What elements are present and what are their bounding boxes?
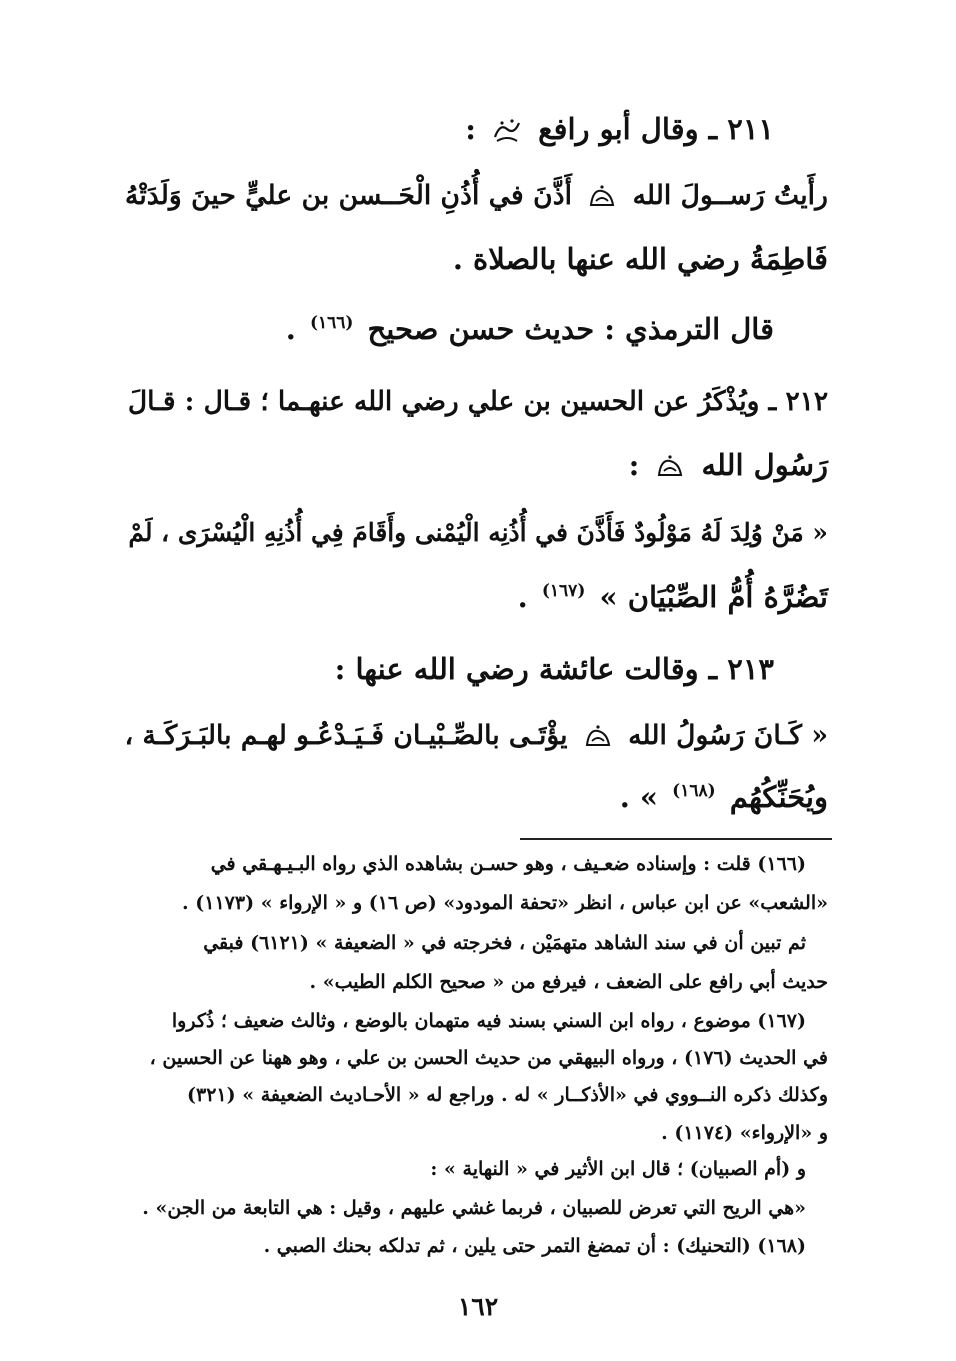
hadith-213-heading: ٢١٣ ـ وقالت عائشة رضي الله عنها : <box>334 652 774 686</box>
hadith-212-heading-cont: رَسُول الله : <box>628 448 828 482</box>
footnote-ref-168[interactable]: (١٦٨) <box>672 781 716 802</box>
footnote-167-line-3: وكذلك ذكره النــووي في «الأذكــار » له . وراجع له « الأحـاديث الضعيفة » (٣٢١) <box>186 1084 828 1106</box>
footnote-167-line-2: في الحديث (١٧٦) ، ورواه البيهقي من حديث الحسن بن علي ، وهو ههنا عن الحسين ، <box>149 1047 828 1069</box>
footnote-167-line-1: (١٦٧) موضوع ، رواه ابن السني بسند فيه متهمان بالوضع ، وثالث ضعيف ؛ ذُكروا <box>171 1010 806 1032</box>
tirmidhi-grading: قال الترمذي : حديث حسن صحيح $^{(١٦٦)}$ . <box>285 312 774 346</box>
footnote-167-line-6: «هي الريح التي تعرض للصبيان ، فربما غشي عليهم ، وقيل : هي التابعة من الجن» . <box>142 1197 806 1219</box>
hadith-211-text-line-1: رأَيتُ رَســولَ الله أَذَّنَ في أُذُنِ الْحَــسن بن عليٍّ حينَ وَلَدَتْهُ <box>125 180 828 211</box>
footnote-167-line-5: و (أم الصبيان) ؛ قال ابن الأثير في « النهاية » : <box>430 1158 806 1180</box>
footnote-167-line-4: و «الإرواء» (١١٧٤) . <box>661 1122 828 1144</box>
salallahu-alayhi-wasallam-icon <box>655 453 685 481</box>
hadith-212-text-line-2: تَضُرَّهُ أُمُّ الصِّبْيَان » $^{(١٦٧)}$ . <box>517 580 828 614</box>
page-number: ١٦٢ <box>457 1292 499 1321</box>
salallahu-alayhi-wasallam-icon <box>587 183 617 211</box>
footnote-166-line-1: (١٦٦) قلت : وإسناده ضعـيف ، وهو حسـن بشاهده الذي رواه البـيـهـقي في <box>210 853 806 875</box>
footnote-166-line-4: حديث أبي رافع على الضعف ، فيرفع من « صحيح الكلم الطيب» . <box>309 971 828 993</box>
hadith-212-heading: ٢١٢ ـ ويُذْكَرُ عن الحسين بن علي رضي الله عنهـما ؛ قـال : قـالَ <box>127 386 828 417</box>
hadith-213-text-line-1: « كَـانَ رَسُولُ الله يؤْتَـى بالصِّـبْيـان فَـيَـدْعُـو لهـم بالبَـرَكَـة ، <box>124 720 828 751</box>
footnote-166-line-3: ثم تبين أن في سند الشاهد متهمَيْن ، فخرجته في « الضعيفة » (٦١٢١) فبقي <box>203 932 806 954</box>
hadith-212-text-line-1: « مَنْ وُلِدَ لَهُ مَوْلُودٌ فَأَذَّنَ في أُذُنِه الْيُمْنى وأَقَامَ فِي أُذُنِهِ الْيُسْرَى ، لَمْ <box>128 518 828 547</box>
footnote-166-line-2: «الشعب» عن ابن عباس ، انظر «تحفة المودود» (ص ١٦) و « الإرواء » (١١٧٣) . <box>182 892 828 914</box>
footnote-ref-167[interactable]: (١٦٧) <box>541 581 586 602</box>
salallahu-alayhi-wasallam-icon <box>583 723 613 751</box>
hadith-211-heading: ٢١١ ـ وقال أبو رافع : <box>465 112 774 146</box>
footnote-168-line-1: (١٦٨) (التحنيك) : أن تمضغ التمر حتى يلين ، ثم تدلكه بحنك الصبي . <box>263 1235 806 1257</box>
hadith-211-intro: ٢١١ ـ وقال أبو رافع <box>538 112 774 146</box>
radiallahu-anhu-icon <box>492 117 522 145</box>
footnote-separator <box>520 838 832 840</box>
hadith-211-text-line-2: فَاطِمَةُ رضي الله عنها بالصلاة . <box>452 242 828 276</box>
footnote-ref-166[interactable]: (١٦٦) <box>309 313 354 334</box>
hadith-213-text-line-2: ويُحَنِّكُهُم $^{(١٦٨)}$ » . <box>619 780 828 814</box>
